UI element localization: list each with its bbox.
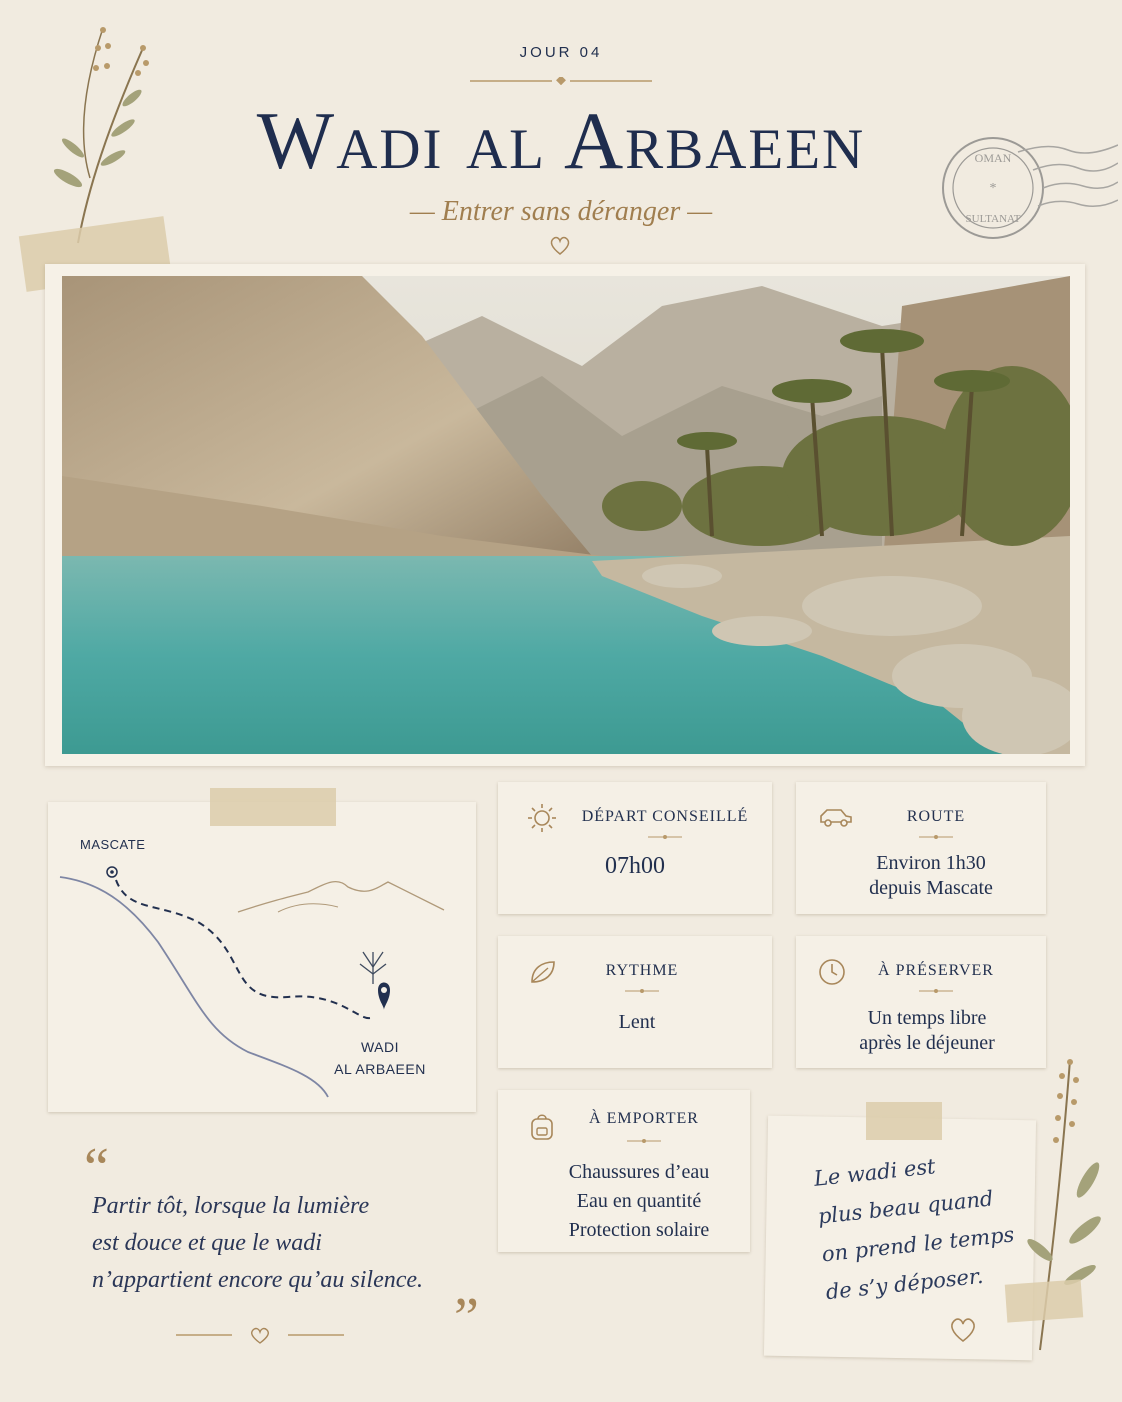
quote-line2: est douce et que le wadi	[92, 1230, 322, 1256]
map-end-line1: WADI	[360, 1039, 400, 1055]
washi-tape	[866, 1102, 942, 1140]
close-quote-mark: ”	[454, 1287, 479, 1349]
divider-ornament	[627, 1138, 661, 1144]
divider-ornament	[919, 988, 953, 994]
stamp-bottom-text: SULTANAT	[965, 213, 1021, 225]
divider-ornament	[625, 988, 659, 994]
heart-icon	[948, 1316, 978, 1344]
day-label: JOUR 04	[519, 44, 603, 61]
map-end-line2: AL ARBAEEN	[334, 1061, 426, 1077]
card-emporter	[498, 1090, 750, 1252]
note-line1: Le wadi est	[812, 1154, 937, 1191]
svg-text:*: *	[989, 181, 997, 196]
handwritten-note	[812, 1138, 1037, 1311]
postmark-stamp	[938, 130, 1118, 250]
card-value	[818, 1006, 1036, 1056]
card-label: ROUTE	[906, 808, 966, 825]
card-label: À PRÉSERVER	[878, 962, 994, 979]
note-line2: plus beau quand	[816, 1186, 995, 1229]
card-rythme	[498, 936, 772, 1068]
note-line3: on prend le temps	[820, 1222, 1016, 1267]
divider-ornament	[470, 77, 652, 85]
quote-text	[92, 1188, 472, 1299]
washi-tape	[1005, 1279, 1083, 1322]
card-label: DÉPART CONSEILLÉ	[581, 808, 749, 825]
preserver-line1: Un temps libre	[867, 1007, 987, 1029]
quote-line1: Partir tôt, lorsque la lumière	[92, 1193, 370, 1219]
card-list	[538, 1158, 740, 1245]
card-value: 07h00	[605, 853, 665, 879]
list-item: Protection solaire	[568, 1219, 710, 1241]
heart-divider	[176, 1324, 344, 1346]
list-item: Chaussures d’eau	[568, 1161, 710, 1183]
wadi-landscape-photo	[62, 276, 1070, 754]
card-value: Lent	[618, 1011, 656, 1033]
divider-ornament	[648, 834, 682, 840]
route-line1: Environ 1h30	[876, 852, 986, 874]
card-preserver	[796, 936, 1046, 1068]
list-item: Eau en quantité	[576, 1190, 702, 1212]
open-quote-mark: “	[84, 1137, 109, 1199]
map-end-label	[328, 1036, 432, 1080]
note-line4: de s’y déposer.	[824, 1263, 985, 1305]
map-start-label: MASCATE	[80, 837, 146, 852]
page-title: Wadi al Arbaeen	[256, 95, 866, 186]
quote-line3: n’appartient encore qu’au silence.	[92, 1267, 424, 1293]
preserver-line2: après le déjeuner	[859, 1032, 995, 1054]
card-value	[826, 851, 1036, 901]
route-line2: depuis Mascate	[869, 877, 993, 899]
stamp-top-text: OMAN	[974, 151, 1012, 165]
card-depart	[498, 782, 772, 914]
card-label: RYTHME	[605, 962, 679, 979]
divider-ornament	[919, 834, 953, 840]
heart-icon	[549, 236, 571, 256]
card-route	[796, 782, 1046, 914]
page-subtitle: — Entrer sans déranger —	[409, 196, 713, 227]
sun-icon	[526, 802, 558, 834]
card-label: À EMPORTER	[589, 1110, 699, 1127]
